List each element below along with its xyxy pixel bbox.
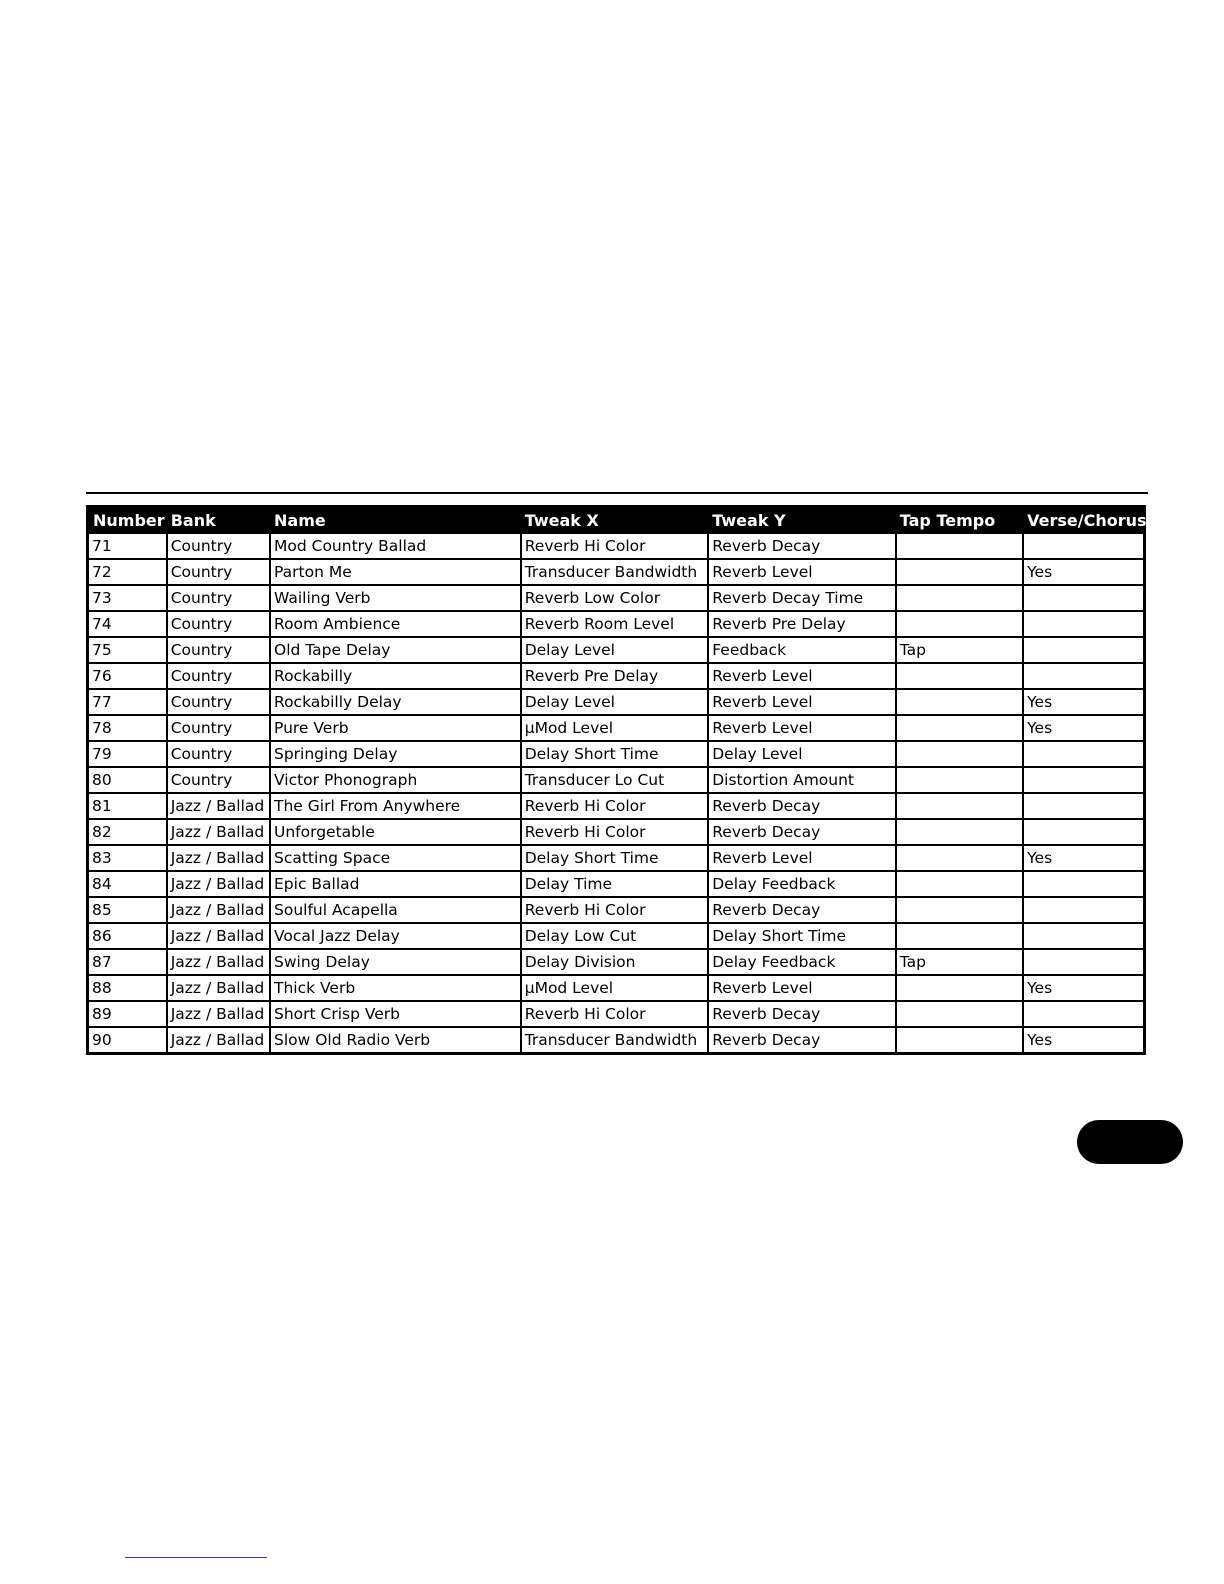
cell-name: Mod Country Ballad bbox=[270, 533, 521, 559]
cell-tap-tempo bbox=[896, 819, 1023, 845]
cell-verse-chorus bbox=[1023, 1001, 1144, 1027]
table-row bbox=[88, 975, 1145, 1001]
cell-tap-tempo bbox=[896, 871, 1023, 897]
cell-verse-chorus bbox=[1023, 533, 1144, 559]
cell-bank: Country bbox=[167, 585, 270, 611]
cell-tap-tempo bbox=[896, 793, 1023, 819]
cell-tap-tempo bbox=[896, 533, 1023, 559]
cell-name: Rockabilly bbox=[270, 663, 521, 689]
cell-verse-chorus bbox=[1023, 923, 1144, 949]
cell-tap-tempo bbox=[896, 897, 1023, 923]
table-row bbox=[88, 1001, 1145, 1027]
header-number: Number bbox=[88, 507, 167, 534]
cell-name: Vocal Jazz Delay bbox=[270, 923, 521, 949]
cell-verse-chorus bbox=[1023, 897, 1144, 923]
table-row bbox=[88, 767, 1145, 793]
cell-tap-tempo bbox=[896, 559, 1023, 585]
preset-table bbox=[86, 505, 1146, 1055]
page-tab bbox=[1077, 1120, 1183, 1164]
cell-tweak-y: Reverb Decay bbox=[708, 793, 896, 819]
cell-tweak-x: µMod Level bbox=[521, 715, 709, 741]
cell-tap-tempo bbox=[896, 923, 1023, 949]
cell-number: 77 bbox=[88, 689, 167, 715]
cell-number: 73 bbox=[88, 585, 167, 611]
cell-tweak-x: Reverb Hi Color bbox=[521, 1001, 709, 1027]
cell-tweak-x: Delay Level bbox=[521, 689, 709, 715]
cell-tap-tempo bbox=[896, 585, 1023, 611]
cell-tweak-x: Delay Short Time bbox=[521, 741, 709, 767]
cell-number: 82 bbox=[88, 819, 167, 845]
cell-verse-chorus bbox=[1023, 637, 1144, 663]
cell-number: 83 bbox=[88, 845, 167, 871]
cell-verse-chorus: Yes bbox=[1023, 689, 1144, 715]
table-row bbox=[88, 845, 1145, 871]
table-row bbox=[88, 559, 1145, 585]
cell-name: Old Tape Delay bbox=[270, 637, 521, 663]
cell-name: Scatting Space bbox=[270, 845, 521, 871]
cell-name: Springing Delay bbox=[270, 741, 521, 767]
cell-verse-chorus bbox=[1023, 949, 1144, 975]
cell-tweak-x: µMod Level bbox=[521, 975, 709, 1001]
cell-bank: Jazz / Ballad bbox=[167, 819, 270, 845]
cell-tweak-y: Reverb Level bbox=[708, 663, 896, 689]
header-bank: Bank bbox=[167, 507, 270, 534]
cell-tap-tempo bbox=[896, 663, 1023, 689]
cell-tweak-y: Reverb Decay bbox=[708, 1001, 896, 1027]
table-row bbox=[88, 585, 1145, 611]
cell-verse-chorus bbox=[1023, 741, 1144, 767]
cell-verse-chorus: Yes bbox=[1023, 975, 1144, 1001]
cell-tap-tempo bbox=[896, 975, 1023, 1001]
cell-number: 74 bbox=[88, 611, 167, 637]
cell-tweak-y: Reverb Level bbox=[708, 715, 896, 741]
cell-tweak-x: Delay Short Time bbox=[521, 845, 709, 871]
cell-tweak-x: Reverb Hi Color bbox=[521, 897, 709, 923]
header-verse-chorus: Verse/Chorus bbox=[1023, 507, 1144, 534]
cell-tweak-x: Reverb Pre Delay bbox=[521, 663, 709, 689]
cell-tweak-x: Transducer Bandwidth bbox=[521, 1027, 709, 1054]
cell-tweak-y: Reverb Decay bbox=[708, 897, 896, 923]
cell-bank: Country bbox=[167, 741, 270, 767]
cell-bank: Country bbox=[167, 663, 270, 689]
cell-tap-tempo: Tap bbox=[896, 637, 1023, 663]
cell-tweak-x: Delay Low Cut bbox=[521, 923, 709, 949]
cell-tap-tempo bbox=[896, 1001, 1023, 1027]
table-body bbox=[88, 533, 1145, 1054]
cell-number: 79 bbox=[88, 741, 167, 767]
cell-name: Victor Phonograph bbox=[270, 767, 521, 793]
cell-tweak-y: Delay Short Time bbox=[708, 923, 896, 949]
cell-number: 72 bbox=[88, 559, 167, 585]
cell-tweak-x: Delay Time bbox=[521, 871, 709, 897]
cell-tweak-y: Reverb Decay bbox=[708, 819, 896, 845]
cell-bank: Jazz / Ballad bbox=[167, 845, 270, 871]
cell-tap-tempo bbox=[896, 767, 1023, 793]
cell-verse-chorus bbox=[1023, 585, 1144, 611]
cell-verse-chorus: Yes bbox=[1023, 1027, 1144, 1054]
header-tweak-y: Tweak Y bbox=[708, 507, 896, 534]
cell-tap-tempo bbox=[896, 689, 1023, 715]
cell-bank: Jazz / Ballad bbox=[167, 1027, 270, 1054]
cell-bank: Country bbox=[167, 689, 270, 715]
cell-name: Wailing Verb bbox=[270, 585, 521, 611]
cell-tweak-x: Reverb Hi Color bbox=[521, 819, 709, 845]
cell-tweak-y: Delay Feedback bbox=[708, 871, 896, 897]
cell-name: Epic Ballad bbox=[270, 871, 521, 897]
cell-number: 84 bbox=[88, 871, 167, 897]
table-row bbox=[88, 897, 1145, 923]
cell-verse-chorus: Yes bbox=[1023, 559, 1144, 585]
cell-name: Room Ambience bbox=[270, 611, 521, 637]
cell-tweak-y: Distortion Amount bbox=[708, 767, 896, 793]
cell-tweak-y: Reverb Pre Delay bbox=[708, 611, 896, 637]
cell-bank: Jazz / Ballad bbox=[167, 897, 270, 923]
cell-bank: Jazz / Ballad bbox=[167, 923, 270, 949]
cell-tweak-y: Delay Feedback bbox=[708, 949, 896, 975]
cell-bank: Country bbox=[167, 767, 270, 793]
table-row bbox=[88, 819, 1145, 845]
cell-tweak-y: Reverb Decay bbox=[708, 1027, 896, 1054]
cell-name: Soulful Acapella bbox=[270, 897, 521, 923]
header-tap-tempo: Tap Tempo bbox=[896, 507, 1023, 534]
cell-number: 81 bbox=[88, 793, 167, 819]
cell-bank: Jazz / Ballad bbox=[167, 793, 270, 819]
cell-tweak-y: Reverb Decay Time bbox=[708, 585, 896, 611]
cell-bank: Jazz / Ballad bbox=[167, 975, 270, 1001]
top-rule bbox=[86, 492, 1148, 494]
cell-number: 87 bbox=[88, 949, 167, 975]
cell-verse-chorus bbox=[1023, 819, 1144, 845]
cell-number: 85 bbox=[88, 897, 167, 923]
cell-name: The Girl From Anywhere bbox=[270, 793, 521, 819]
cell-name: Thick Verb bbox=[270, 975, 521, 1001]
cell-bank: Country bbox=[167, 559, 270, 585]
cell-name: Pure Verb bbox=[270, 715, 521, 741]
cell-verse-chorus bbox=[1023, 871, 1144, 897]
cell-verse-chorus bbox=[1023, 793, 1144, 819]
cell-name: Parton Me bbox=[270, 559, 521, 585]
cell-bank: Jazz / Ballad bbox=[167, 871, 270, 897]
cell-name: Rockabilly Delay bbox=[270, 689, 521, 715]
cell-number: 75 bbox=[88, 637, 167, 663]
cell-tweak-x: Delay Level bbox=[521, 637, 709, 663]
cell-tweak-x: Transducer Bandwidth bbox=[521, 559, 709, 585]
cell-tap-tempo bbox=[896, 611, 1023, 637]
cell-tweak-x: Reverb Hi Color bbox=[521, 533, 709, 559]
cell-number: 80 bbox=[88, 767, 167, 793]
cell-tap-tempo bbox=[896, 845, 1023, 871]
cell-name: Swing Delay bbox=[270, 949, 521, 975]
cell-verse-chorus: Yes bbox=[1023, 845, 1144, 871]
cell-number: 78 bbox=[88, 715, 167, 741]
table-row bbox=[88, 1027, 1145, 1054]
cell-tweak-y: Reverb Level bbox=[708, 845, 896, 871]
cell-tweak-x: Delay Division bbox=[521, 949, 709, 975]
footer-line bbox=[125, 1557, 267, 1558]
cell-tweak-x: Reverb Room Level bbox=[521, 611, 709, 637]
table-row bbox=[88, 715, 1145, 741]
cell-number: 76 bbox=[88, 663, 167, 689]
table-row bbox=[88, 871, 1145, 897]
table-row bbox=[88, 533, 1145, 559]
cell-bank: Country bbox=[167, 611, 270, 637]
cell-number: 86 bbox=[88, 923, 167, 949]
cell-verse-chorus bbox=[1023, 767, 1144, 793]
cell-tweak-x: Transducer Lo Cut bbox=[521, 767, 709, 793]
header-tweak-x: Tweak X bbox=[521, 507, 709, 534]
cell-bank: Jazz / Ballad bbox=[167, 1001, 270, 1027]
cell-tweak-x: Reverb Low Color bbox=[521, 585, 709, 611]
cell-bank: Jazz / Ballad bbox=[167, 949, 270, 975]
cell-name: Short Crisp Verb bbox=[270, 1001, 521, 1027]
header-name: Name bbox=[270, 507, 521, 534]
table-row bbox=[88, 611, 1145, 637]
cell-name: Unforgetable bbox=[270, 819, 521, 845]
cell-number: 90 bbox=[88, 1027, 167, 1054]
cell-verse-chorus: Yes bbox=[1023, 715, 1144, 741]
cell-tweak-y: Reverb Level bbox=[708, 975, 896, 1001]
cell-tweak-y: Delay Level bbox=[708, 741, 896, 767]
cell-tweak-y: Reverb Decay bbox=[708, 533, 896, 559]
cell-tweak-y: Reverb Level bbox=[708, 689, 896, 715]
cell-tap-tempo bbox=[896, 715, 1023, 741]
table-row bbox=[88, 949, 1145, 975]
cell-tweak-x: Reverb Hi Color bbox=[521, 793, 709, 819]
cell-tap-tempo: Tap bbox=[896, 949, 1023, 975]
cell-number: 88 bbox=[88, 975, 167, 1001]
cell-number: 89 bbox=[88, 1001, 167, 1027]
cell-tweak-y: Feedback bbox=[708, 637, 896, 663]
cell-name: Slow Old Radio Verb bbox=[270, 1027, 521, 1054]
cell-verse-chorus bbox=[1023, 611, 1144, 637]
table-row bbox=[88, 741, 1145, 767]
table-row bbox=[88, 663, 1145, 689]
cell-tap-tempo bbox=[896, 1027, 1023, 1054]
table-row bbox=[88, 793, 1145, 819]
table-row bbox=[88, 637, 1145, 663]
cell-verse-chorus bbox=[1023, 663, 1144, 689]
table-row bbox=[88, 689, 1145, 715]
table-header-row bbox=[88, 507, 1145, 534]
cell-bank: Country bbox=[167, 533, 270, 559]
cell-tweak-y: Reverb Level bbox=[708, 559, 896, 585]
table-row bbox=[88, 923, 1145, 949]
cell-bank: Country bbox=[167, 637, 270, 663]
cell-number: 71 bbox=[88, 533, 167, 559]
cell-bank: Country bbox=[167, 715, 270, 741]
cell-tap-tempo bbox=[896, 741, 1023, 767]
